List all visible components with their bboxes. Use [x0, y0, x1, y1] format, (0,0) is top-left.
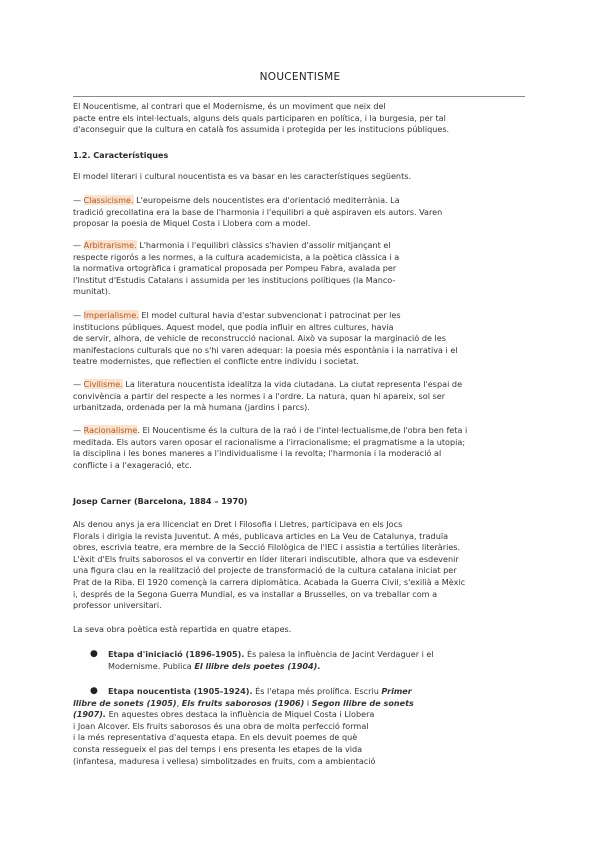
characteristic-line: munitat).: [73, 286, 111, 297]
work-title: llibre de sonets (1905): [73, 697, 177, 708]
characteristic-line: l'Institut d'Estudis Catalans i assumida per les institucions polítiques (la Manco-: [73, 274, 396, 285]
highlighted-term: Imperialisme.: [83, 310, 139, 320]
separator: ,: [176, 697, 182, 708]
work-title: Els fruits saborosos (1906): [181, 697, 305, 708]
stage-line: consta ressegueix el pas del temps i ens presenta les etapes de la vida: [73, 743, 363, 754]
stage-line: [73, 698, 414, 710]
stage-description: És l'etapa més prolífica. Escriu: [252, 686, 382, 696]
characteristic-classicisme: [73, 195, 442, 230]
characteristic-civilisme: [73, 379, 462, 414]
characteristic-first-line: [73, 379, 462, 391]
work-title: El llibre dels poetes (1904).: [194, 660, 321, 671]
stage-description: En aquestes obres destaca la influència de Miquel Costa i Llobera: [106, 709, 375, 720]
characteristic-text: L'europeisme dels noucentistes era d'orientació mediterrània. La: [133, 195, 400, 205]
intro-line: pacte entre els intel·lectuals, alguns dels quals participaren en política, i la burgesia, per tal: [73, 112, 446, 123]
stage-label: Etapa noucentista (1905-1924).: [108, 686, 253, 696]
stage-label: Etapa d'iniciació (1896-1905).: [108, 649, 245, 659]
characteristic-line: urbanitzada, ordenada per la mà humana (jardins i parcs).: [73, 402, 310, 413]
dash-prefix: —: [73, 425, 84, 435]
document-title: NOUCENTISME: [259, 71, 341, 83]
characteristic-first-line: [73, 195, 442, 207]
section-intro: El model literari i cultural noucentista es va basar en les característiques següents.: [73, 171, 412, 181]
characteristic-line: manifestacions culturals que no s'hi varen adequar: la poesia més espontània i la narrativa i el: [73, 344, 458, 355]
section-heading: 1.2. Característiques: [73, 150, 169, 160]
bio-line: Prat de la Riba. El 1920 començà la carrera diplomàtica. Acabada la Guerra Civil, s'exilià a Mèxic: [73, 576, 466, 587]
characteristic-line: la disciplina i les bones maneres a l'individualisme i la revolta; l'harmonia i la moderació al: [73, 448, 442, 459]
characteristic-line: proposar la poesia de Miquel Costa i Llobera com a model.: [73, 218, 311, 229]
stages-intro: La seva obra poètica està repartida en quatre etapes.: [73, 624, 292, 634]
stage-line: i Joan Alcover. Els fruits saborosos és una obra de molta perfecció formal: [73, 720, 369, 731]
highlighted-term: Classicisme.: [83, 195, 134, 205]
dash-prefix: —: [73, 195, 84, 205]
characteristic-line: convivència a partir del respecte a les normes i a l'ordre. La natura, quan hi apareix, sol ser: [73, 390, 446, 401]
characteristic-line: la normativa ortogràfica i gramatical proposada per Pompeu Fabra, avalada per: [73, 263, 397, 274]
stage-line: [108, 661, 434, 673]
intro-line: El Noucentisme, al contrari que el Modernisme, és un moviment que neix del: [73, 101, 386, 111]
intro-paragraph: [73, 101, 449, 136]
characteristic-first-line: [73, 240, 399, 252]
bio-line: una figura clau en la realització del projecte de transformació de la cultura catalana iniciat per: [73, 565, 457, 576]
separator: i: [304, 697, 312, 708]
work-title: (1907).: [73, 709, 106, 720]
stage-description: Modernisme. Publica: [108, 660, 195, 671]
bullet-icon: ●: [90, 649, 98, 659]
stage-line: (infantesa, maduresa i vellesa) simbolitzades en fruits, com a ambientació: [73, 755, 376, 766]
stage-line: [108, 649, 434, 661]
highlighted-term: Racionalisme: [83, 425, 138, 435]
author-bio: [73, 519, 465, 612]
characteristic-line: conflicte i a l'exageració, etc.: [73, 459, 192, 470]
characteristic-line: respecte rigorós a les normes, a la cultura academicista, a la poètica clàssica i a: [73, 251, 400, 262]
characteristic-arbitrarisme: [73, 240, 399, 298]
stage-text: [108, 686, 412, 698]
bio-line: Florals i dirigia la revista Juventut. A més, publicava articles en La Veu de Catalunya, traduïa: [73, 530, 449, 541]
title-divider: [73, 96, 525, 97]
characteristic-first-line: [73, 425, 467, 437]
characteristic-line: meditada. Els autors varen oposar el racionalisme a l'irracionalisme; el pragmatisme a la utopia;: [73, 436, 466, 447]
stage-text: [108, 649, 434, 672]
characteristic-line: teatre modernistes, que reflectien el conflicte entre individu i societat.: [73, 356, 359, 367]
characteristic-text: L'harmonia i l'equilibri clàssics s'havien d'assolir mitjançant el: [136, 240, 391, 250]
dash-prefix: —: [73, 240, 84, 250]
bio-line: Als denou anys ja era llicenciat en Dret i Filosofia i Lletres, participava en els Jocs: [73, 519, 403, 529]
characteristic-text: . El Noucentisme és la cultura de la raó i de l'intel·lectualisme,de l'obra ben feta i: [137, 425, 468, 435]
bio-line: L'èxit d'Els fruits saborosos el va convertir en líder literari indiscutible, alhora que va esdevenir: [73, 553, 459, 564]
stage-line: [108, 686, 412, 698]
characteristic-line: tradició grecollatina era la base de l'harmonia i l'equilibri a què aspiraven els autors. Varen: [73, 206, 443, 217]
characteristic-text: La literatura noucentista idealitza la vida ciutadana. La ciutat representa l'espai de: [122, 379, 463, 389]
characteristic-first-line: [73, 310, 458, 322]
characteristic-text: El model cultural havia d'estar subvencionat i patrocinat per les: [138, 310, 401, 320]
stage-line: [73, 709, 414, 721]
dash-prefix: —: [73, 379, 84, 389]
dash-prefix: —: [73, 310, 84, 320]
characteristic-racionalisme: [73, 425, 467, 471]
highlighted-term: Civilisme.: [83, 379, 123, 389]
bio-line: professor universitari.: [73, 600, 162, 611]
bio-line: i, després de la Segona Guerra Mundial, es va installar a Brusselles, on va treballar com a: [73, 588, 438, 599]
stage-continuation: [73, 698, 414, 768]
characteristic-line: de servir, alhora, de vehicle de reconstrucció nacional. Això va suposar la marginació de les: [73, 333, 446, 344]
bio-line: obres, escrivia teatre, era membre de la Secció Filològica de l'IEC i assistia a tertúlies literàries.: [73, 542, 461, 553]
highlighted-term: Arbitrarisme.: [83, 240, 137, 250]
work-title: Primer: [381, 686, 412, 696]
work-title: Segon llibre de sonets: [311, 697, 414, 708]
characteristic-imperialisme: [73, 310, 458, 368]
stage-description: És palesa la influència de Jacint Verdaguer i el: [244, 649, 434, 659]
intro-line: d'aconseguir que la cultura en català fos assumida i protegida per les institucions públiques.: [73, 124, 450, 135]
author-heading: Josep Carner (Barcelona, 1884 – 1970): [73, 496, 248, 506]
bullet-icon: ●: [90, 686, 98, 696]
stage-list-item: [0, 649, 600, 679]
characteristic-line: institucions públiques. Aquest model, que podia influir en altres cultures, havia: [73, 321, 394, 332]
stage-line: i la més representativa d'aquesta etapa. En els devuit poemes de què: [73, 732, 358, 743]
